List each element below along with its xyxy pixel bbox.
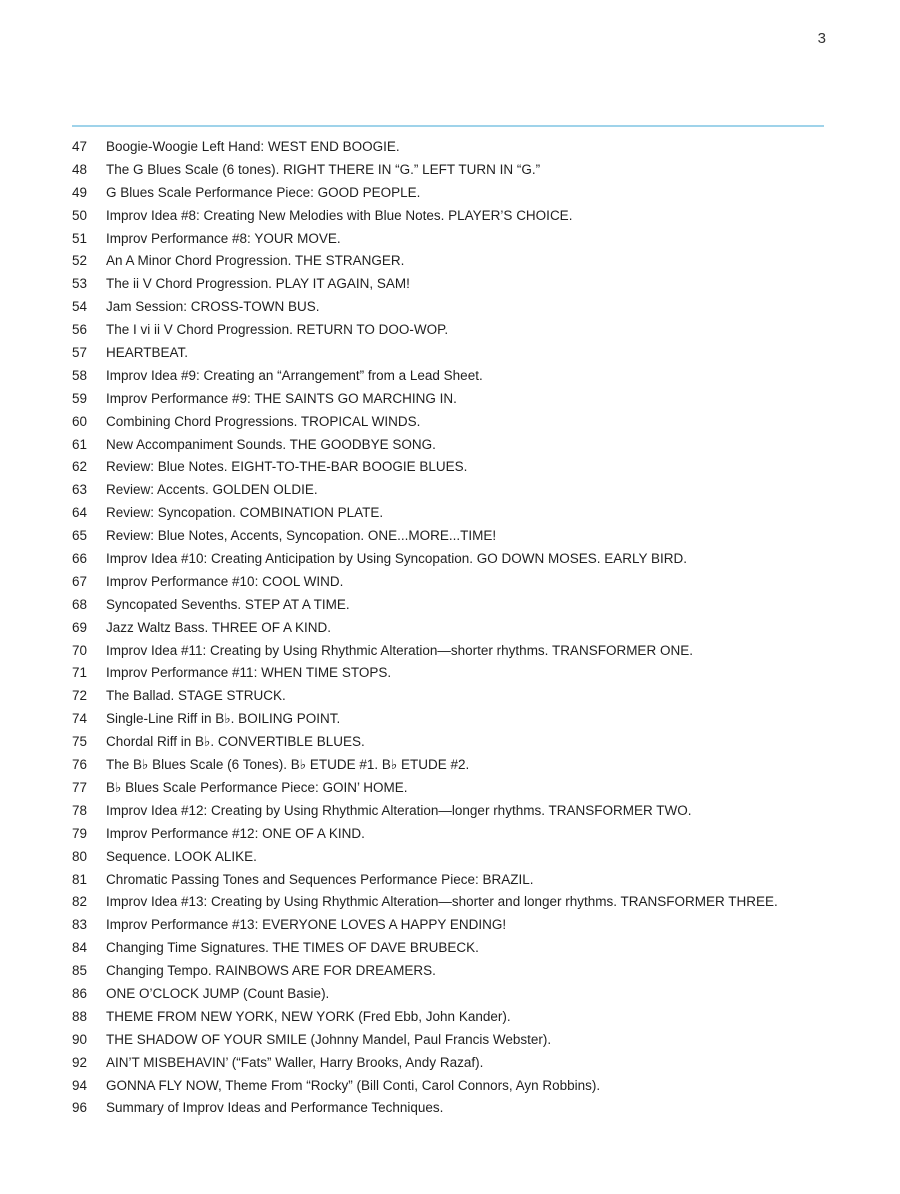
toc-title: Improv Idea #8: Creating New Melodies with Blue Notes. PLAYER’S CHOICE. bbox=[106, 207, 573, 223]
toc-page-number: 83 bbox=[72, 917, 88, 933]
toc-title: Improv Idea #11: Creating by Using Rhythmic Alteration—shorter rhythms. TRANSFORMER ONE. bbox=[106, 642, 693, 658]
toc-entry bbox=[72, 437, 832, 453]
toc-page-number: 52 bbox=[72, 253, 88, 269]
toc-entry bbox=[72, 528, 832, 544]
toc-page-number: 64 bbox=[72, 505, 88, 521]
toc-entry bbox=[72, 276, 832, 292]
toc-page-number: 49 bbox=[72, 184, 88, 200]
toc-page-number: 47 bbox=[72, 139, 88, 154]
toc-page-number: 94 bbox=[72, 1077, 88, 1093]
toc-page-number: 54 bbox=[72, 299, 88, 315]
toc-title: AIN’T MISBEHAVIN’ (“Fats” Waller, Harry Brooks, Andy Razaf). bbox=[106, 1054, 484, 1070]
toc-page-number: 62 bbox=[72, 459, 88, 475]
top-divider bbox=[72, 125, 824, 127]
toc-entry bbox=[72, 162, 832, 178]
toc-title: An A Minor Chord Progression. THE STRANGER. bbox=[106, 253, 405, 269]
toc-page-number: 57 bbox=[72, 345, 88, 361]
toc-page-number: 61 bbox=[72, 436, 88, 452]
page-number: 3 bbox=[817, 30, 826, 47]
toc-entry bbox=[72, 780, 832, 796]
toc-entry bbox=[72, 139, 832, 155]
toc-entry bbox=[72, 826, 832, 842]
toc-entry bbox=[72, 208, 832, 224]
toc-entry bbox=[72, 551, 832, 567]
toc-entry bbox=[72, 1100, 832, 1116]
toc-entry bbox=[72, 1032, 832, 1048]
toc-title: Syncopated Sevenths. STEP AT A TIME. bbox=[106, 596, 350, 612]
table-of-contents bbox=[72, 139, 832, 1123]
toc-entry bbox=[72, 1078, 832, 1094]
toc-title: Improv Idea #12: Creating by Using Rhythmic Alteration—longer rhythms. TRANSFORMER TWO. bbox=[106, 802, 692, 818]
toc-page-number: 67 bbox=[72, 573, 88, 589]
toc-page-number: 59 bbox=[72, 390, 88, 406]
toc-title: The ii V Chord Progression. PLAY IT AGAIN, SAM! bbox=[106, 276, 410, 292]
toc-title: Changing Time Signatures. THE TIMES OF DAVE BRUBECK. bbox=[106, 940, 479, 956]
toc-entry bbox=[72, 665, 832, 681]
toc-entry bbox=[72, 253, 832, 269]
toc-title: Improv Idea #13: Creating by Using Rhythmic Alteration—shorter and longer rhythms. TRANSFORMER THREE. bbox=[106, 894, 778, 910]
toc-entry bbox=[72, 986, 832, 1002]
toc-title: Changing Tempo. RAINBOWS ARE FOR DREAMERS. bbox=[106, 963, 436, 979]
toc-title: Improv Performance #12: ONE OF A KIND. bbox=[106, 825, 365, 841]
toc-page-number: 58 bbox=[72, 367, 88, 383]
toc-title: Improv Performance #11: WHEN TIME STOPS. bbox=[106, 665, 392, 681]
toc-page-number: 72 bbox=[72, 688, 88, 704]
toc-page-number: 63 bbox=[72, 482, 88, 498]
toc-entry bbox=[72, 459, 832, 475]
toc-page-number: 82 bbox=[72, 894, 88, 910]
toc-title: Improv Idea #9: Creating an “Arrangement” from a Lead Sheet. bbox=[106, 367, 483, 383]
toc-title: Jazz Waltz Bass. THREE OF A KIND. bbox=[106, 619, 332, 635]
toc-page-number: 60 bbox=[72, 413, 88, 429]
toc-title: Improv Idea #10: Creating Anticipation by Using Syncopation. GO DOWN MOSES. EARLY BIRD. bbox=[106, 551, 688, 567]
toc-title: The I vi ii V Chord Progression. RETURN TO DOO-WOP. bbox=[106, 322, 449, 338]
toc-page-number: 88 bbox=[72, 1008, 88, 1024]
toc-title: Improv Performance #8: YOUR MOVE. bbox=[106, 230, 341, 246]
toc-entry bbox=[72, 597, 832, 613]
toc-title: New Accompaniment Sounds. THE GOODBYE SONG. bbox=[106, 436, 436, 452]
toc-page-number: 68 bbox=[72, 596, 88, 612]
toc-title: B♭ Blues Scale Performance Piece: GOIN’ HOME. bbox=[106, 779, 408, 795]
toc-entry bbox=[72, 1055, 832, 1071]
toc-title: Review: Blue Notes. EIGHT-TO-THE-BAR BOOGIE BLUES. bbox=[106, 459, 468, 475]
toc-title: Combining Chord Progressions. TROPICAL WINDS. bbox=[106, 413, 421, 429]
toc-title: The G Blues Scale (6 tones). RIGHT THERE IN “G.” LEFT TURN IN “G.” bbox=[106, 161, 541, 177]
toc-entry bbox=[72, 345, 832, 361]
toc-entry bbox=[72, 185, 832, 201]
toc-page-number: 69 bbox=[72, 619, 88, 635]
toc-page-number: 86 bbox=[72, 985, 88, 1001]
toc-entry bbox=[72, 482, 832, 498]
toc-title: Boogie-Woogie Left Hand: WEST END BOOGIE. bbox=[106, 139, 400, 154]
toc-page-number: 96 bbox=[72, 1100, 88, 1116]
toc-page-number: 70 bbox=[72, 642, 88, 658]
toc-title: Chordal Riff in B♭. CONVERTIBLE BLUES. bbox=[106, 734, 365, 750]
toc-title: Improv Performance #10: COOL WIND. bbox=[106, 573, 344, 589]
toc-entry bbox=[72, 368, 832, 384]
toc-page-number: 85 bbox=[72, 963, 88, 979]
toc-entry bbox=[72, 963, 832, 979]
toc-entry bbox=[72, 231, 832, 247]
toc-entry bbox=[72, 299, 832, 315]
toc-page-number: 76 bbox=[72, 757, 88, 773]
toc-title: THE SHADOW OF YOUR SMILE (Johnny Mandel, Paul Francis Webster). bbox=[106, 1031, 552, 1047]
toc-entry bbox=[72, 803, 832, 819]
toc-page-number: 81 bbox=[72, 871, 88, 887]
toc-page-number: 50 bbox=[72, 207, 88, 223]
toc-page-number: 74 bbox=[72, 711, 88, 727]
toc-page-number: 75 bbox=[72, 734, 88, 750]
toc-entry bbox=[72, 872, 832, 888]
toc-page-number: 84 bbox=[72, 940, 88, 956]
toc-page-number: 48 bbox=[72, 161, 88, 177]
toc-entry bbox=[72, 734, 832, 750]
toc-entry bbox=[72, 849, 832, 865]
toc-page-number: 92 bbox=[72, 1054, 88, 1070]
toc-title: Chromatic Passing Tones and Sequences Performance Piece: BRAZIL. bbox=[106, 871, 534, 887]
toc-entry bbox=[72, 917, 832, 933]
toc-page-number: 53 bbox=[72, 276, 88, 292]
toc-title: GONNA FLY NOW, Theme From “Rocky” (Bill Conti, Carol Connors, Ayn Robbins). bbox=[106, 1077, 601, 1093]
toc-entry bbox=[72, 940, 832, 956]
toc-entry bbox=[72, 688, 832, 704]
toc-page-number: 51 bbox=[72, 230, 88, 246]
toc-entry bbox=[72, 414, 832, 430]
toc-title: Jam Session: CROSS-TOWN BUS. bbox=[106, 299, 320, 315]
toc-page-number: 56 bbox=[72, 322, 88, 338]
toc-title: The Ballad. STAGE STRUCK. bbox=[106, 688, 286, 704]
toc-title: ONE O’CLOCK JUMP (Count Basie). bbox=[106, 985, 330, 1001]
toc-title: HEARTBEAT. bbox=[106, 345, 189, 361]
toc-page-number: 79 bbox=[72, 825, 88, 841]
toc-entry bbox=[72, 391, 832, 407]
toc-title: THEME FROM NEW YORK, NEW YORK (Fred Ebb, John Kander). bbox=[106, 1008, 511, 1024]
toc-entry bbox=[72, 574, 832, 590]
toc-entry bbox=[72, 757, 832, 773]
toc-page-number: 77 bbox=[72, 779, 88, 795]
toc-entry bbox=[72, 894, 832, 910]
toc-title: Summary of Improv Ideas and Performance Techniques. bbox=[106, 1100, 444, 1116]
toc-title: The B♭ Blues Scale (6 Tones). B♭ ETUDE #1. B♭ ETUDE #2. bbox=[106, 757, 470, 773]
toc-entry bbox=[72, 1009, 832, 1025]
toc-title: G Blues Scale Performance Piece: GOOD PEOPLE. bbox=[106, 184, 421, 200]
toc-title: Improv Performance #9: THE SAINTS GO MARCHING IN. bbox=[106, 390, 457, 406]
toc-entry bbox=[72, 643, 832, 659]
toc-page-number: 80 bbox=[72, 848, 88, 864]
toc-title: Review: Syncopation. COMBINATION PLATE. bbox=[106, 505, 384, 521]
toc-entry bbox=[72, 505, 832, 521]
toc-title: Review: Accents. GOLDEN OLDIE. bbox=[106, 482, 318, 498]
toc-entry bbox=[72, 322, 832, 338]
toc-page-number: 66 bbox=[72, 551, 88, 567]
toc-page-number: 90 bbox=[72, 1031, 88, 1047]
toc-entry bbox=[72, 711, 832, 727]
toc-page-number: 65 bbox=[72, 528, 88, 544]
toc-title: Review: Blue Notes, Accents, Syncopation. ONE...MORE...TIME! bbox=[106, 528, 497, 544]
toc-title: Sequence. LOOK ALIKE. bbox=[106, 848, 257, 864]
toc-page-number: 71 bbox=[72, 665, 88, 681]
toc-title: Single-Line Riff in B♭. BOILING POINT. bbox=[106, 711, 341, 727]
toc-entry bbox=[72, 620, 832, 636]
toc-title: Improv Performance #13: EVERYONE LOVES A HAPPY ENDING! bbox=[106, 917, 507, 933]
toc-page-number: 78 bbox=[72, 802, 88, 818]
